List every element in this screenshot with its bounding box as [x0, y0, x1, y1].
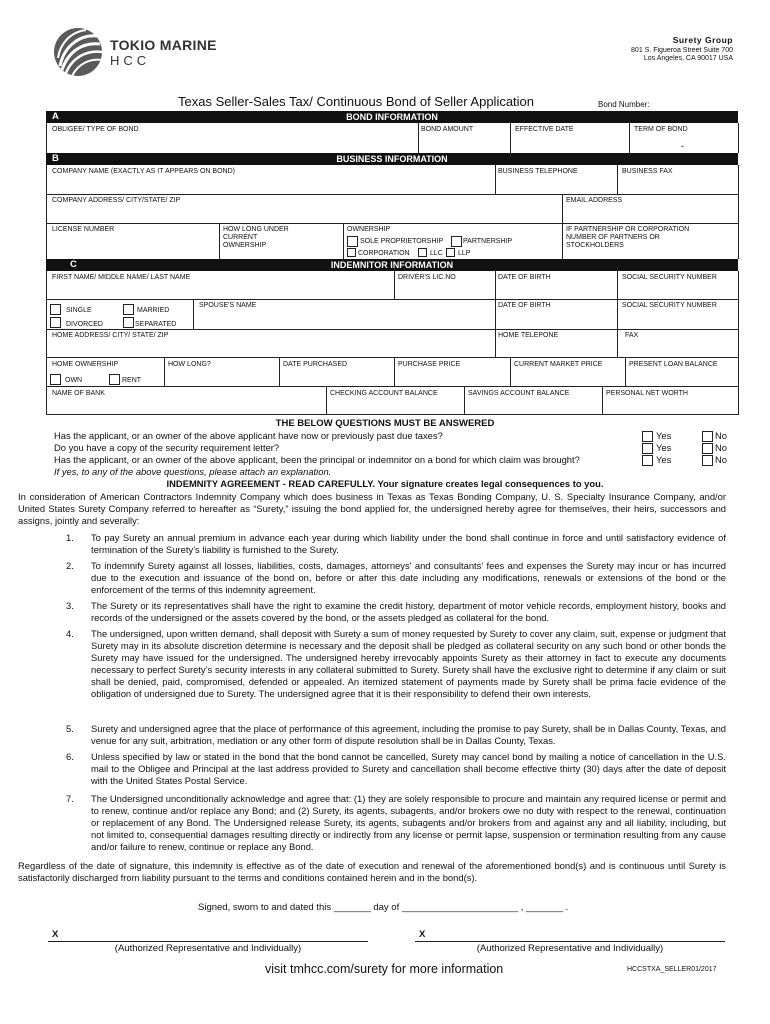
company-name-sub: HCC: [110, 53, 151, 68]
first-name-label: FIRST NAME/ MIDDLE NAME/ LAST NAME: [52, 274, 191, 281]
footer-form-code: HCCSTXA_SELLER01/2017: [627, 966, 717, 973]
signature-caption-right: (Authorized Representative and Individually): [476, 943, 664, 954]
bank-label: NAME OF BANK: [52, 390, 105, 397]
agreement-item: To indemnify Surety against all losses, liabilities, costs, damages, attorneys' and consultants' fees and expenses the Surety may incur or has incurred due to the execution and issuance of the bond on, before or after this date including any modifications, renewals or extensions of the bond or the enforcement of the terms of this indemnity agreement.: [91, 560, 726, 596]
llp-checkbox[interactable]: [446, 248, 455, 257]
sole-proprietorship-label: SOLE PROPRIETORSHIP: [360, 238, 444, 245]
q3-no-label: No: [715, 454, 727, 465]
rent-checkbox[interactable]: [109, 374, 120, 385]
ownership-label: OWNERSHIP: [347, 226, 391, 233]
section-b-title: BUSINESS INFORMATION: [336, 154, 448, 164]
business-telephone-label: BUSINESS TELEPHONE: [498, 168, 578, 175]
home-address-field[interactable]: [52, 341, 492, 355]
license-label: LICENSE NUMBER: [52, 226, 115, 233]
rent-label: RENT: [122, 377, 142, 384]
drivers-lic-label: DRIVER'S LIC.NO: [398, 274, 456, 281]
item-number: 7.: [66, 793, 74, 804]
q2-yes-checkbox[interactable]: [642, 443, 653, 454]
q1-no-checkbox[interactable]: [702, 431, 713, 442]
llc-checkbox[interactable]: [418, 248, 427, 257]
email-field[interactable]: [566, 206, 734, 221]
signature-caption-left: (Authorized Representative and Individually): [114, 943, 302, 954]
ssn-label: SOCIAL SECURITY NUMBER: [622, 274, 717, 281]
question-2: Do you have a copy of the security requirement letter?: [54, 442, 280, 453]
item-number: 4.: [66, 628, 74, 639]
home-address-label: HOME ADDRESS/ CITY/ STATE/ ZIP: [52, 332, 169, 339]
dob-field[interactable]: [498, 283, 613, 297]
dob-label: DATE OF BIRTH: [498, 274, 551, 281]
section-c-header: [46, 259, 738, 271]
how-long-label-3: OWNERSHIP: [223, 242, 267, 249]
footer-website: visit tmhcc.com/surety for more information: [265, 962, 504, 976]
indemnitor-name-field[interactable]: [52, 283, 388, 297]
loan-balance-label: PRESENT LOAN BALANCE: [629, 361, 718, 368]
term-field[interactable]: [634, 136, 734, 150]
agreement-item: The Undersigned unconditionally acknowledge and agree that: (1) they are solely responsible to procure and maintain any required license or permit and to renew, continue and/or replace any Bond; and (2) Surety, its agents, subagents, and/or brokers owe no duty with respect to the renewal, continuation or replacement of any Bond. The Undersigned release Surety, its agents, subagents and/or brokers from and against any and all liability, including, but not limited to, consequential damages resulting directly or indirectly from any license or permit lapse, suspension or termination resulting from any cause and/or failure to renew, continue or replace any Bond.: [91, 793, 726, 853]
bond-amount-label: BOND AMOUNT: [421, 126, 474, 133]
agreement-closing: Regardless of the date of signature, this indemnity is effective as of the date of execution and renewal of the aforementioned bond(s) and is continuous until Surety is satisfactorily discharged from liability pursuant to the terms and conditions contained herein and in the bond(s).: [18, 860, 726, 884]
business-fax-field[interactable]: [622, 177, 734, 192]
purchase-price-label: PURCHASE PRICE: [398, 361, 461, 368]
section-a-header: [46, 111, 738, 123]
obligee-field[interactable]: [52, 136, 412, 150]
tokio-marine-logo-icon: [50, 26, 106, 78]
savings-label: SAVINGS ACCOUNT BALANCE: [468, 390, 570, 397]
q3-yes-checkbox[interactable]: [642, 455, 653, 466]
agreement-item: To pay Surety an annual premium in advance each year during which liability under the bond shall continue in force and until satisfactory evidence of termination of the Surety’s liability is furnished to the Surety.: [91, 532, 726, 556]
spouse-dob-label: DATE OF BIRTH: [498, 302, 551, 309]
how-long-label: HOW LONG?: [168, 361, 211, 368]
license-field[interactable]: [52, 236, 212, 254]
separated-checkbox[interactable]: [123, 317, 134, 328]
partners-label-1: IF PARTNERSHIP OR CORPORATION: [566, 226, 690, 233]
effective-date-field[interactable]: [515, 136, 625, 150]
section-c-title: INDEMNITOR INFORMATION: [330, 260, 454, 270]
section-a-letter: A: [52, 111, 59, 122]
signature-field-left[interactable]: [62, 926, 368, 940]
section-a-title: BOND INFORMATION: [346, 112, 438, 122]
item-number: 6.: [66, 751, 74, 762]
item-number: 5.: [66, 723, 74, 734]
q3-yes-label: Yes: [656, 454, 672, 465]
home-telephone-label: HOME TELEPONE: [498, 332, 559, 339]
agreement-item: Unless specified by law or stated in the bond that the bond cannot be cancelled, Surety may cancel bond by mailing a notice of cancellation in the U.S. mail to the Obligee and Principal at the last address provided to Surety and cancellation shall become effective thirty (30) days after the date of deposit with the United States Postal Service.: [91, 751, 726, 787]
obligee-label: OBLIGEE/ TYPE OF BOND: [52, 126, 139, 133]
agreement-item: The undersigned, upon written demand, shall deposit with Surety a sum of money requested by Surety to cover any claim, suit, expense or judgment that Surety may in its absolute discretion determine is necessary and the deposit shall be pledged as collateral security on any such bond or other bonds the Surety may have issued for the undersigned. The undersigned hereby irrevocably appoints Surety as their attorney in fact to execute any documents necessary to perfect Surety’s security interests in any collateral submitted to Surety. Surety shall have the exclusive right to determine if any claim or suit shall be denied, paid, compromised, defended or appealed. An itemized statement of payments made by Surety shall be prima facie evidence of the obligation of undersigned due to Surety. The undersigned agree that it is their responsibility to defend their own interests.: [91, 628, 726, 700]
item-number: 3.: [66, 600, 74, 611]
q1-no-label: No: [715, 430, 727, 441]
company-address-field[interactable]: [52, 206, 557, 221]
net-worth-field[interactable]: [606, 399, 734, 412]
signature-x-right: X: [419, 929, 426, 940]
agreement-item: The Surety or its representatives shall have the right to examine the credit history, department of motor vehicle records, employment history, books and records of the undersigned or the assets covered by the bond, or the assets pledged as collateral for the bond.: [91, 600, 726, 624]
sole-proprietorship-checkbox[interactable]: [347, 236, 358, 247]
market-price-label: CURRENT MARKET PRICE: [514, 361, 603, 368]
separated-label: SEPARATED: [135, 321, 177, 328]
how-long-label-2: CURRENT: [223, 234, 258, 241]
question-3: Has the applicant, or an owner of the above applicant, been the principal or indemnitor on a bond for which claim was brought?: [54, 454, 580, 465]
item-number: 2.: [66, 560, 74, 571]
address-line-1: 801 S. Figueroa Street Suite 700: [631, 47, 733, 54]
email-label: EMAIL ADDRESS: [566, 197, 623, 204]
effective-date-label: EFFECTIVE DATE: [515, 126, 574, 133]
partnership-checkbox[interactable]: [451, 236, 462, 247]
questions-heading: THE BELOW QUESTIONS MUST BE ANSWERED: [275, 418, 495, 429]
net-worth-label: PERSONAL NET WORTH: [606, 390, 688, 397]
spouse-dob-field[interactable]: [498, 312, 613, 327]
term-dash: -: [681, 141, 684, 151]
married-label: MARRIED: [137, 307, 170, 314]
spouse-ssn-field[interactable]: [622, 312, 734, 327]
bank-field[interactable]: [52, 399, 322, 412]
spouse-name-label: SPOUSE'S NAME: [199, 302, 257, 309]
divorced-checkbox[interactable]: [50, 317, 61, 328]
company-address-label: COMPANY ADDRESS/ CITY/STATE/ ZIP: [52, 197, 181, 204]
divorced-label: DIVORCED: [66, 321, 103, 328]
form-title: Texas Seller-Sales Tax/ Continuous Bond of Seller Application: [178, 94, 535, 109]
company-name-label: COMPANY NAME (EXACTLY AS IT APPEARS ON BOND): [52, 168, 235, 175]
sworn-line: Signed, sworn to and dated this _______ day of ______________________ , _______ .: [198, 902, 569, 913]
section-b-header: [46, 153, 738, 165]
spouse-name-field[interactable]: [199, 312, 491, 327]
q1-yes-checkbox[interactable]: [642, 431, 653, 442]
question-1: Has the applicant, or an owner of the above applicant have now or previously past due taxes?: [54, 430, 443, 441]
drivers-lic-field[interactable]: [398, 283, 492, 297]
company-name: TOKIO MARINE: [110, 37, 217, 53]
bond-number-label: Bond Number:: [598, 100, 650, 109]
own-label: OWN: [65, 377, 83, 384]
q2-no-label: No: [715, 442, 727, 453]
item-number: 1.: [66, 532, 74, 543]
how-long-label-1: HOW LONG UNDER: [223, 226, 289, 233]
partners-label-2: NUMBER OF PARTNERS OR: [566, 234, 660, 241]
q2-no-checkbox[interactable]: [702, 443, 713, 454]
q2-yes-label: Yes: [656, 442, 672, 453]
savings-field[interactable]: [468, 399, 598, 412]
date-purchased-label: DATE PURCHASED: [283, 361, 348, 368]
married-checkbox[interactable]: [123, 304, 134, 315]
single-label: SINGLE: [66, 307, 92, 314]
company-name-field[interactable]: [52, 177, 492, 192]
home-telephone-field[interactable]: [498, 341, 613, 355]
q3-no-checkbox[interactable]: [702, 455, 713, 466]
llp-label: LLP: [458, 250, 471, 257]
fax-label: FAX: [625, 332, 639, 339]
checking-field[interactable]: [330, 399, 460, 412]
q1-yes-label: Yes: [656, 430, 672, 441]
questions-note: If yes, to any of the above questions, please attach an explanation.: [54, 466, 332, 477]
corporation-label: CORPORATION: [358, 250, 410, 257]
section-b-letter: B: [52, 153, 59, 164]
address-line-2: Los Angeles, CA 90017 USA: [643, 55, 733, 62]
partnership-label: PARTNERSHIP: [463, 238, 513, 245]
agreement-intro: In consideration of American Contractors Indemnity Company which does business in Texas as Texas Bonding Company, U. S. Specialty Insurance Company, and/or United States Surety Company referred to hereafter as “Surety,” issuing the bond applied for, the undersigned hereby agree for themselves, their heirs, successors and assigns, jointly and severally:: [18, 491, 726, 527]
signature-field-right[interactable]: [429, 926, 725, 940]
home-ownership-label: HOME OWNERSHIP: [52, 361, 119, 368]
signature-x-left: X: [52, 929, 59, 940]
agreement-item: Surety and undersigned agree that the place of performance of this agreement, including the promise to pay Surety, shall be in Dallas County, Texas, and venue for any suit, arbitration, mediation or any other form of dispute resolution shall be in Dallas County, Texas.: [91, 723, 726, 747]
single-checkbox[interactable]: [50, 304, 61, 315]
llc-label: LLC: [430, 250, 443, 257]
section-c-letter: C: [70, 259, 77, 270]
ssn-field[interactable]: [622, 283, 734, 297]
bond-amount-field[interactable]: [421, 136, 507, 150]
partners-label-3: STOCKHOLDERS: [566, 242, 624, 249]
surety-group: Surety Group: [672, 35, 733, 45]
business-telephone-field[interactable]: [498, 177, 613, 192]
own-checkbox[interactable]: [50, 374, 61, 385]
agreement-heading: INDEMNITY AGREEMENT - READ CAREFULLY. Your signature creates legal consequences to you.: [166, 478, 604, 489]
business-fax-label: BUSINESS FAX: [622, 168, 673, 175]
spouse-ssn-label: SOCIAL SECURITY NUMBER: [622, 302, 717, 309]
fax-field[interactable]: [622, 341, 734, 355]
checking-label: CHECKING ACCOUNT BALANCE: [330, 390, 438, 397]
term-label: TERM OF BOND: [634, 126, 688, 133]
corporation-checkbox[interactable]: [347, 248, 356, 257]
